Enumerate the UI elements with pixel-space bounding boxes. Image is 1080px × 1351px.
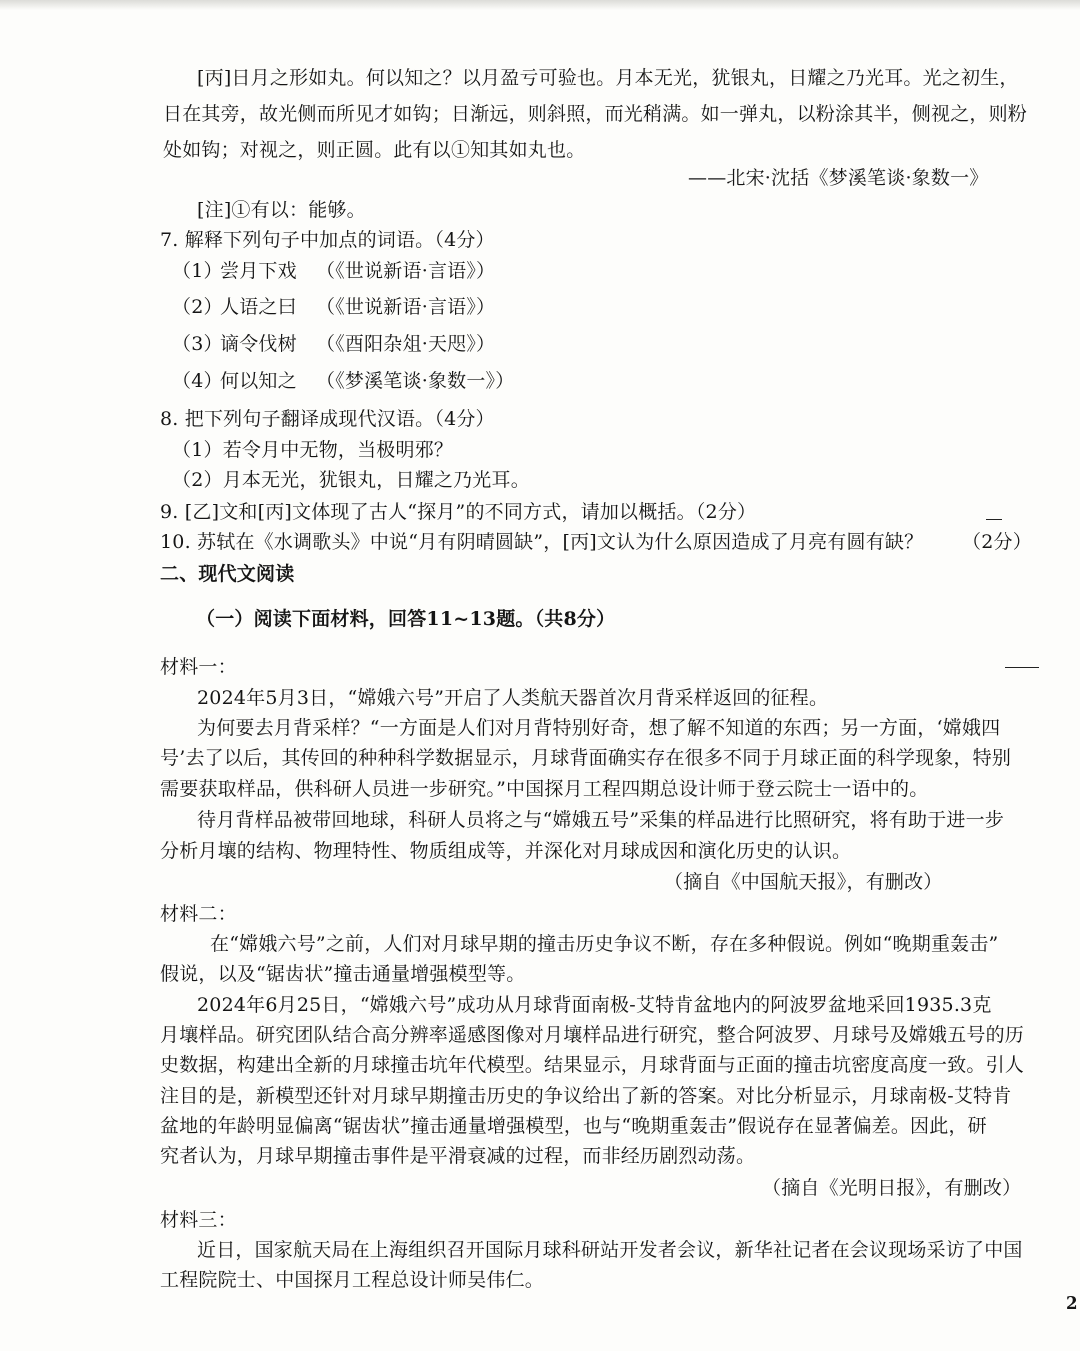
q7-item-4-source: （《梦溪笔谈·象数一》） [316, 370, 515, 392]
material2-label: 材料二： [160, 903, 237, 925]
material1-source: （摘自《中国航天报》，有删改） [664, 871, 943, 893]
q8-title: 8. 把下列句子翻译成现代汉语。（4分） [160, 408, 495, 430]
passage-bing-line-2: 日在其旁，故光侧而所见才如钩；日渐远，则斜照，而光稍满。如一弹丸，以粉涂其半，侧视之，则粉 [163, 103, 1028, 125]
passage-bing-line-3: 处如钩；对视之，则正圆。此有以①知其如丸也。 [163, 139, 586, 161]
page-number: 2 [1066, 1293, 1078, 1314]
material1-line-1: 2024年5月3日，“嫦娥六号”开启了人类航天器首次月背采样返回的征程。 [197, 687, 829, 709]
q9: 9. [乙]文和[丙]文体现了古人“探月”的不同方式，请加以概括。（2分） [160, 501, 757, 523]
q8-item-2: （2）月本无光，犹银丸，日耀之乃光耳。 [172, 469, 530, 491]
q7-item-4-phrase: 何以知之 [220, 370, 297, 392]
material2-line-1: 在“嫦娥六号”之前，人们对月球早期的撞击历史争议不断，存在多种假说。例如“晚期重轰击” [210, 933, 999, 955]
material2-line-8: 究者认为，月球早期撞击事件是平滑衰减的过程，而非经历剧烈动荡。 [160, 1145, 756, 1167]
q7-item-3-source: （《酉阳杂俎·天咫》） [316, 333, 496, 355]
q7-item-2-source: （《世说新语·言语》） [316, 296, 496, 318]
material3-label: 材料三： [160, 1209, 237, 1231]
section2-sub: （一）阅读下面材料，回答11~13题。（共8分） [196, 608, 616, 630]
material1-line-4: 需要获取样品，供科研人员进一步研究。”中国探月工程四期总设计师于登云院士一语中的。 [160, 778, 929, 800]
q8-item-1: （1）若令月中无物，当极明邪？ [172, 439, 454, 461]
material2-line-2: 假说，以及“锯齿状”撞击通量增强模型等。 [160, 963, 526, 985]
q10-score: （2分） [962, 531, 1032, 553]
q7-item-1-phrase: 尝月下戏 [220, 260, 297, 282]
material2-source: （摘自《光明日报》，有删改） [762, 1177, 1022, 1199]
material2-line-5: 史数据，构建出全新的月球撞击坑年代模型。结果显示，月球背面与正面的撞击坑密度高度一致。引人 [160, 1054, 1025, 1076]
material2-line-3: 2024年6月25日，“嫦娥六号”成功从月球背面南极-艾特肯盆地内的阿波罗盆地采回1935.3克 [197, 994, 992, 1016]
material2-line-7: 盆地的年龄明显偏离“锯齿状”撞击通量增强模型，也与“晚期重轰击”假说存在显著偏差。因此，研 [160, 1115, 987, 1137]
passage-bing-note: [注]①有以：能够。 [197, 199, 366, 221]
material3-line-2: 工程院院士、中国探月工程总设计师吴伟仁。 [160, 1269, 545, 1291]
q7-title: 7. 解释下列句子中加点的词语。（4分） [160, 229, 495, 251]
q7-item-1-num: （1） [172, 260, 223, 282]
material1-line-2: 为何要去月背采样？“一方面是人们对月背特别好奇，想了解不知道的东西；另一方面，‘嫦娥四 [197, 717, 1001, 739]
q10-mark [986, 519, 1002, 520]
material1-label: 材料一： [160, 656, 237, 678]
q10-text: 10. 苏轼在《水调歌头》中说“月有阴晴圆缺”，[丙]文认为什么原因造成了月亮有圆有缺？ [160, 531, 924, 553]
material3-line-1: 近日，国家航天局在上海组织召开国际月球科研站开发者会议，新华社记者在会议现场采访了中国 [197, 1239, 1023, 1261]
passage-bing-line-1: [丙]日月之形如丸。何以知之？以月盈亏可验也。月本无光，犹银丸，日耀之乃光耳。光之初生， [197, 67, 1019, 89]
material1-rule [1005, 667, 1039, 668]
material2-line-4: 月壤样品。研究团队结合高分辨率遥感图像对月壤样品进行研究，整合阿波罗、月球号及嫦娥五号的历 [160, 1024, 1025, 1046]
material2-line-6: 注目的是，新模型还针对月球早期撞击历史的争议给出了新的答案。对比分析显示，月球南极-艾特肯 [160, 1085, 1012, 1107]
material1-line-3: 号’去了以后，其传回的种种科学数据显示，月球背面确实存在很多不同于月球正面的科学现象，特别 [160, 747, 1012, 769]
q7-item-3-num: （3） [172, 333, 223, 355]
q7-item-2-num: （2） [172, 296, 223, 318]
q7-item-3-phrase: 谪令伐树 [220, 333, 297, 355]
material1-line-5: 待月背样品被带回地球，科研人员将之与“嫦娥五号”采集的样品进行比照研究，将有助于进一步 [197, 809, 1005, 831]
passage-bing-source: ——北宋·沈括《梦溪笔谈·象数一》 [688, 167, 989, 189]
material1-line-6: 分析月壤的结构、物理特性、物质组成等，并深化对月球成因和演化历史的认识。 [160, 840, 852, 862]
section2-title: 二、现代文阅读 [160, 563, 295, 585]
q7-item-4-num: （4） [172, 370, 223, 392]
q7-item-1-source: （《世说新语·言语》） [316, 260, 496, 282]
q7-item-2-phrase: 人语之曰 [220, 296, 297, 318]
scan-shadow [0, 0, 1080, 10]
